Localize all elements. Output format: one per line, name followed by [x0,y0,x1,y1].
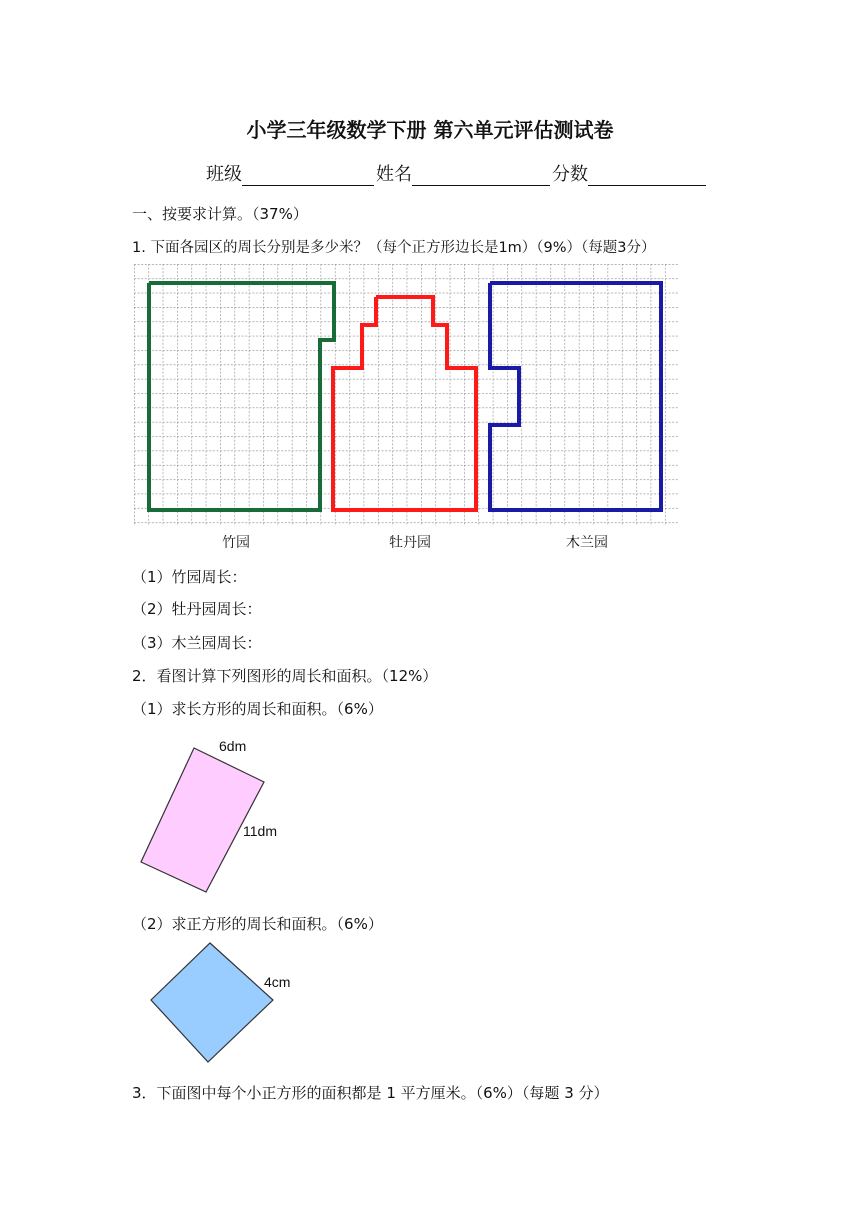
class-label: 班级 [206,164,242,185]
page-title: 小学三年级数学下册 第六单元评估测试卷 [246,118,614,142]
score-label: 分数 [552,164,588,185]
section-heading: 一、按要求计算。（37%） [132,205,308,223]
rectangle-shape [141,748,264,892]
sub-question-bamboo: （1）竹园周长： [132,568,247,586]
question-2-part-2: （2）求正方形的周长和面积。（6%） [132,915,383,933]
sub-question-magnolia: （3）木兰园周长： [132,634,262,652]
square-shape [151,943,273,1062]
question-1: 1. 下面各园区的周长分别是多少米？（每个正方形边长是1m）（9%）（每题3分） [132,240,656,256]
rectangle-length-label: 11dm [243,823,277,839]
garden-label-peony: 牡丹园 [389,535,431,551]
rectangle-figure [136,744,276,900]
name-label: 姓名 [376,164,412,185]
garden-label-bamboo: 竹园 [222,535,250,551]
square-side-label: 4cm [264,974,291,990]
question-2-part-1: （1）求长方形的周长和面积。（6%） [132,700,383,718]
student-info-line [206,160,708,186]
question-2: 2．看图计算下列图形的周长和面积。（12%） [132,667,438,685]
garden-grid-figure [134,264,678,526]
grid-background [134,264,678,526]
class-blank [242,165,374,186]
score-blank [588,165,706,186]
sub-question-peony: （2）牡丹园周长： [132,600,262,618]
garden-label-magnolia: 木兰园 [566,535,608,551]
question-3: 3．下面图中每个小正方形的面积都是 1 平方厘米。（6%）（每题 3 分） [132,1084,609,1102]
name-blank [412,165,550,186]
rectangle-width-label: 6dm [219,738,247,754]
square-figure [148,940,276,1068]
